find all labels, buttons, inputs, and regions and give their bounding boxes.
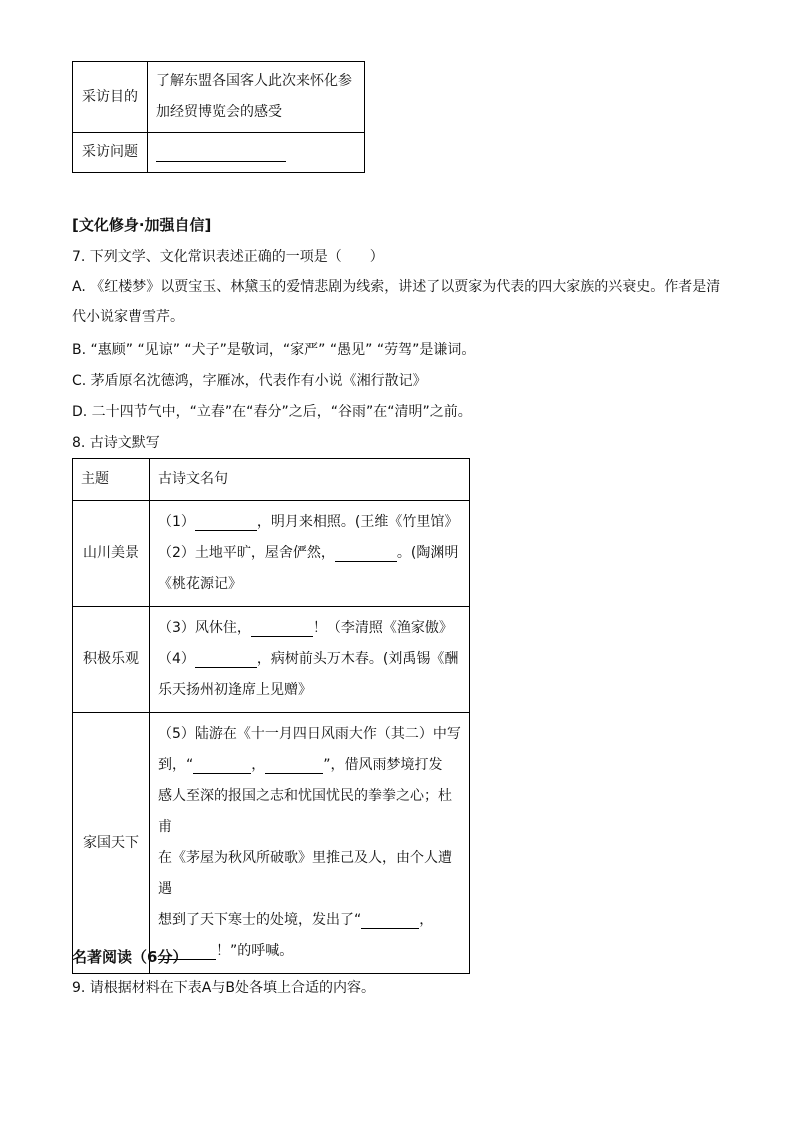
- answer-blank: [195, 651, 257, 668]
- line-text: ！”的呼喊。: [216, 943, 294, 959]
- table-row: [73, 62, 365, 133]
- line-text: ，: [251, 757, 266, 773]
- line-text: 想到了天下寒士的处境，发出了“: [158, 912, 362, 928]
- table-row: [73, 133, 365, 173]
- interview-purpose-value: 了解东盟各国客人此次来怀化参加经贸博览会的感受: [148, 62, 365, 133]
- question-7-option-a: A. 《红楼梦》以贾宝玉、林黛玉的爱情悲剧为线索，讲述了以贾家为代表的四大家族的兴衰史。作者是清代小说家曹雪芹。: [72, 279, 721, 325]
- line-text: ”，借风雨梦境打发: [323, 757, 443, 773]
- answer-blank: [156, 143, 286, 162]
- line-text: 感人至深的报国之志和忧国忧民的拳拳之心；杜甫: [158, 788, 452, 835]
- line-text: （5）陆游在《十一月四日风雨大作（其二）中写: [158, 726, 461, 742]
- line-text: （2）土地平旷，屋舍俨然，: [158, 545, 335, 561]
- question-7-option-b: B. “惠顾” “见谅” “犬子”是敬词，“家严” “愚见” “劳驾”是谦词。: [72, 342, 476, 358]
- line-text: 《桃花源记》: [158, 576, 242, 592]
- line-text: ，明月来相照。(王维《竹里馆》: [256, 514, 459, 530]
- line-text: ，: [419, 912, 434, 928]
- interview-table: [72, 61, 365, 173]
- line-text: 。(陶渊明: [396, 545, 459, 561]
- theme-cell: 山川美景: [73, 501, 150, 607]
- question-7-option-d: D. 二十四节气中，“立春”在“春分”之后，“谷雨”在“清明”之前。: [72, 404, 472, 420]
- line-text: （4）: [158, 651, 195, 667]
- line-text: （1）: [158, 514, 195, 530]
- theme-column-header: 主题: [73, 459, 150, 501]
- table-row: [73, 607, 470, 713]
- interview-purpose-label: 采访目的: [73, 62, 148, 133]
- question-9-stem: 9. 请根据材料在下表A与B处各填上合适的内容。: [72, 980, 375, 996]
- lines-column-header: 古诗文名句: [150, 459, 470, 501]
- theme-cell: 家国天下: [73, 713, 150, 974]
- table-header-row: [73, 459, 470, 501]
- line-text: 乐天扬州初逢席上见赠》: [158, 682, 312, 698]
- section-title: 名著阅读（6分）: [72, 948, 188, 966]
- interview-question-blank: [148, 133, 365, 173]
- poem-lines-cell: [150, 607, 470, 713]
- line-text: 到，“: [158, 757, 194, 773]
- line-text: ，病树前头万木春。(刘禹锡《酬: [256, 651, 459, 667]
- table-row: [73, 501, 470, 607]
- section-title: [文化修身·加强自信]: [72, 216, 212, 234]
- question-7-stem: 7. 下列文学、文化常识表述正确的一项是（ ）: [72, 249, 384, 265]
- answer-blank: [265, 757, 323, 774]
- answer-blank: [361, 912, 419, 929]
- answer-blank: [193, 757, 251, 774]
- line-text: （3）风休住，: [158, 620, 251, 636]
- table-row: [73, 713, 470, 974]
- answer-blank: [195, 514, 257, 531]
- theme-cell: 积极乐观: [73, 607, 150, 713]
- line-text: ！（李清照《渔家傲》: [312, 620, 453, 636]
- question-8-stem: 8. 古诗文默写: [72, 435, 160, 451]
- answer-blank: [335, 545, 397, 562]
- poem-lines-cell: [150, 501, 470, 607]
- poem-lines-cell: [150, 713, 470, 974]
- answer-blank: [251, 620, 313, 637]
- line-text: 在《茅屋为秋风所破歌》里推己及人，由个人遭遇: [158, 850, 452, 897]
- poem-table: [72, 458, 470, 974]
- interview-question-label: 采访问题: [73, 133, 148, 173]
- question-7-option-c: C. 茅盾原名沈德鸿，字雁冰，代表作有小说《湘行散记》: [72, 373, 427, 389]
